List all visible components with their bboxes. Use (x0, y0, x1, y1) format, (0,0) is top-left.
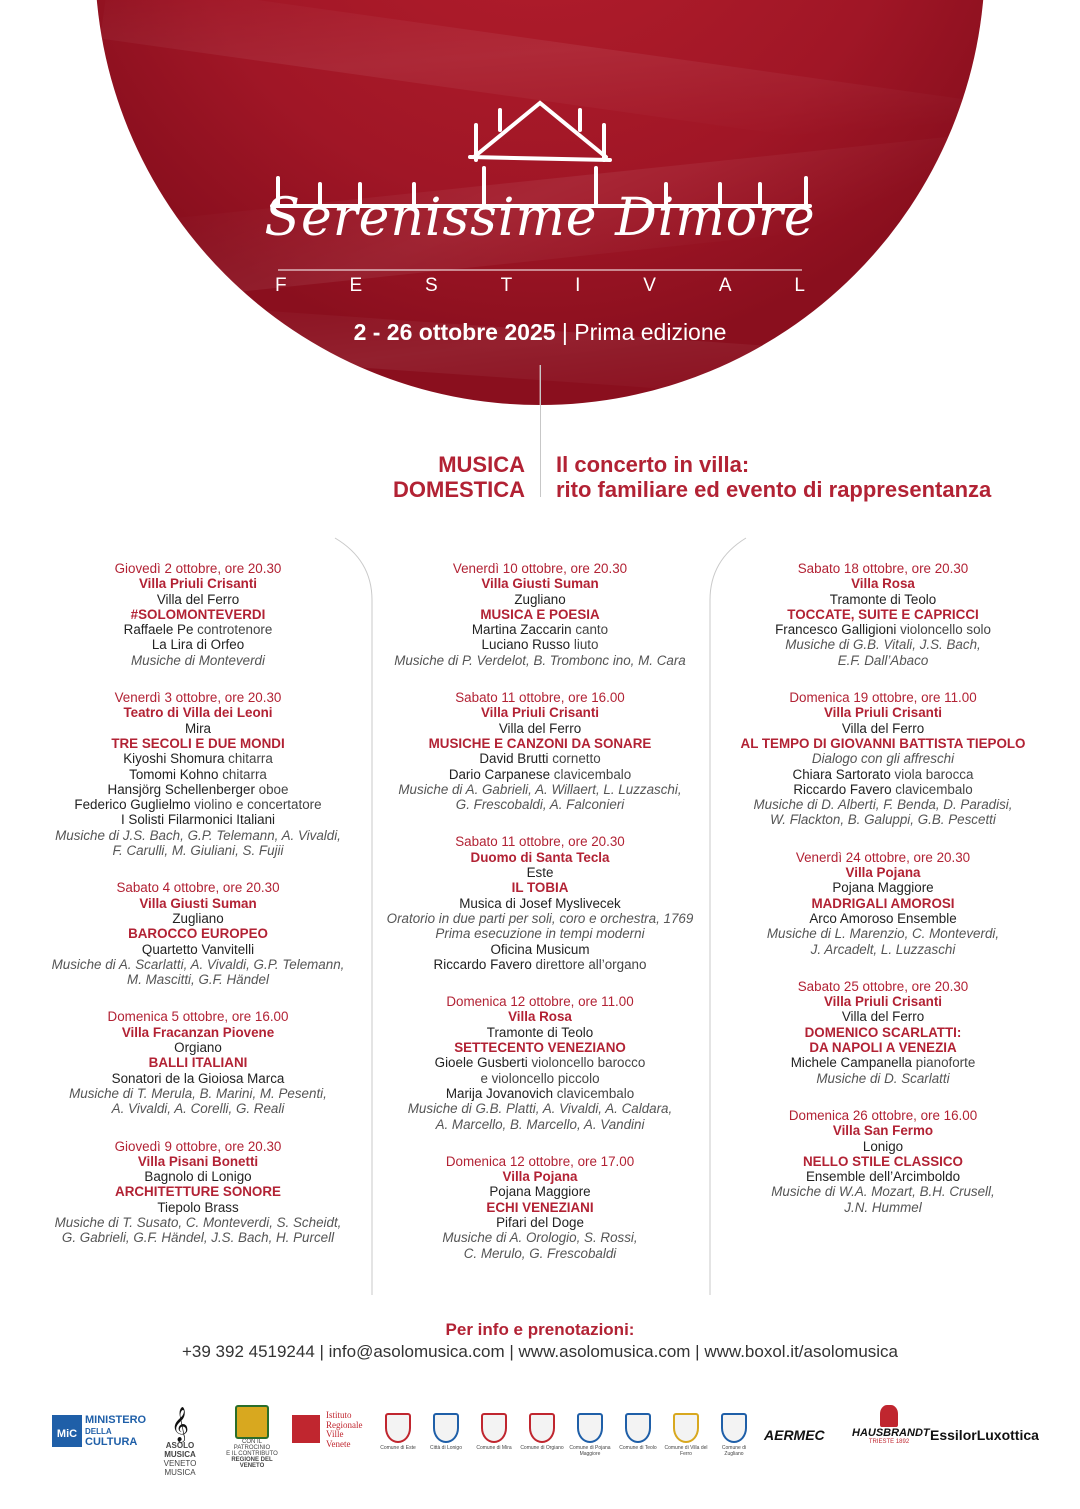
concert-place: Bagnolo di Lonigo (144, 1169, 252, 1185)
concert-program: Musiche di L. Marenzio, C. Monteverdi, (766, 926, 1000, 942)
concert-date: Sabato 11 ottobre, ore 16.00 (455, 690, 625, 706)
comune-crest (424, 1413, 468, 1451)
comune-crest (472, 1413, 516, 1451)
ministero-cultura-logo (52, 1414, 147, 1452)
concert-venue: Villa Priuli Crisanti (823, 994, 943, 1010)
concert-program: Musiche di D. Alberti, F. Benda, D. Paradisi, (753, 797, 1013, 813)
performer-name: Tomomi Kohno (129, 766, 219, 782)
comune-label: Comune di Zugliano (721, 1445, 747, 1457)
irvv-icon (292, 1415, 320, 1443)
concert-date: Sabato 25 ottobre, ore 20.30 (797, 978, 969, 994)
performer-name: Sonatori de la Gioiosa Marca (111, 1070, 285, 1086)
comune-label: Comune di Orgiano (520, 1445, 564, 1451)
hausbrandt-sub: TRIESTE 1892 (868, 1439, 910, 1445)
performer-name: Dario Carpanese (448, 766, 551, 782)
crest-icon (673, 1413, 699, 1443)
concert-program: W. Flackton, B. Galuppi, G.B. Pescetti (770, 812, 996, 828)
concert-date: Domenica 12 ottobre, ore 17.00 (445, 1153, 635, 1169)
concert-title: IL TOBIA (511, 880, 569, 896)
mic-text: MiC (56, 1428, 78, 1440)
performer-name: La Lira di Orfeo (151, 637, 245, 653)
crest-icon (577, 1413, 603, 1443)
concert-program: C. Merulo, G. Frescobaldi (463, 1245, 617, 1261)
concert-title: ECHI VENEZIANI (486, 1199, 594, 1215)
concert-event (703, 850, 1063, 957)
concert-date: Giovedì 9 ottobre, ore 20.30 (114, 1138, 282, 1154)
concert-venue: Villa Priuli Crisanti (823, 705, 943, 721)
concert-title: AL TEMPO DI GIOVANNI BATTISTA TIEPOLO (740, 735, 1026, 751)
performer-line (18, 942, 378, 957)
performer-name: Michele Campanella (790, 1055, 913, 1071)
festival-letter: I (575, 275, 581, 296)
concert-venue: Villa Pojana (845, 865, 921, 881)
program-column-1 (18, 561, 378, 1268)
performer-role: violoncello barocco (531, 1055, 646, 1071)
performer-name: Kiyoshi Shomura (123, 751, 225, 767)
performer-name: Francesco Galligioni (775, 622, 897, 638)
performer-line (18, 812, 378, 827)
performer-line (18, 1200, 378, 1215)
festival-letter: L (794, 275, 805, 296)
concert-venue: Villa Fracanzan Piovene (121, 1024, 275, 1040)
hausbrandt-logo (852, 1405, 930, 1445)
crest-icon (481, 1413, 507, 1443)
concert-place: Lonigo (862, 1138, 904, 1154)
concert-place: Villa del Ferro (841, 720, 925, 736)
performer-name: Arco Amoroso Ensemble (809, 910, 957, 926)
concert-place: Este (526, 865, 554, 881)
concert-program: Musiche di P. Verdelot, B. Trombonc ino, M. Cara (394, 652, 686, 668)
mic-icon (52, 1415, 82, 1447)
performer-name: Quartetto Vanvitelli (141, 941, 255, 957)
contact-line: +39 392 4519244 | info@asolomusica.com | www.asolomusica.com | www.boxol.it/asolomusica (181, 1342, 899, 1361)
performer-line (360, 1055, 720, 1070)
concert-place: Villa del Ferro (841, 1009, 925, 1025)
concert-title: NELLO STILE CLASSICO (803, 1153, 963, 1169)
concert-title: MUSICHE E CANZONI DA SONARE (428, 735, 652, 751)
comune-label: Comune di Este (380, 1445, 416, 1451)
concert-place: Pojana Maggiore (832, 880, 934, 896)
performer-line (360, 637, 720, 652)
comune-crest (376, 1413, 420, 1451)
dates-separator: | (561, 319, 568, 345)
concert-event (18, 690, 378, 858)
irvv-line: Ville (326, 1429, 344, 1439)
asolo-a-icon: 𝄞 (171, 1407, 189, 1442)
concert-date: Sabato 4 ottobre, ore 20.30 (116, 880, 280, 896)
hausbrandt-icon (880, 1405, 898, 1427)
comune-crest (616, 1413, 660, 1451)
concert-title: DOMENICO SCARLATTI: (804, 1024, 962, 1040)
concert-date: Venerdì 3 ottobre, ore 20.30 (114, 690, 282, 706)
comune-label: Comune di Mira (476, 1445, 512, 1451)
festival-letter: F (275, 275, 287, 296)
concert-place: Pojana Maggiore (489, 1184, 591, 1200)
concert-title: SETTECENTO VENEZIANO (454, 1040, 626, 1056)
performer-name: Musica di Josef Myslivecek (459, 895, 621, 911)
concert-event (360, 561, 720, 668)
concert-event (703, 979, 1063, 1086)
concert-title: MUSICA E POESIA (480, 606, 600, 622)
concert-event (18, 1009, 378, 1116)
performer-role: violino e concertatore (194, 797, 322, 813)
comune-label: Comune di Teolo (619, 1445, 657, 1451)
performer-role: cornetto (552, 751, 601, 767)
performer-line (703, 767, 1063, 782)
festival-letter: A (718, 275, 732, 296)
concert-place: Villa del Ferro (156, 591, 240, 607)
performer-line (360, 957, 720, 972)
performer-line (360, 896, 720, 911)
performer-line (18, 622, 378, 637)
essilorluxottica-logo: EssilorLuxottica (930, 1427, 1039, 1443)
concert-event (360, 1154, 720, 1261)
concert-program: Musiche di T. Merula, B. Marini, M. Pesenti, (69, 1085, 327, 1101)
concert-title: ARCHITETTURE SONORE (115, 1184, 281, 1200)
concert-place: Tramonte di Teolo (829, 591, 937, 607)
performer-role: chitarra (222, 766, 267, 782)
theme-label-line: DOMESTICA (393, 477, 525, 502)
comune-crest (712, 1413, 756, 1457)
concert-date: Sabato 11 ottobre, ore 20.30 (455, 834, 625, 850)
comune-crest (568, 1413, 612, 1457)
concert-program: Prima esecuzione in tempi moderni (435, 926, 645, 942)
comune-label: Città di Lonigo (430, 1445, 462, 1451)
performer-line (18, 767, 378, 782)
festival-word (275, 275, 805, 297)
performer-line (360, 942, 720, 957)
performer-line (703, 622, 1063, 637)
concert-event (360, 834, 720, 972)
concert-title: TOCCATE, SUITE E CAPRICCI (787, 606, 979, 622)
concert-place: Zugliano (172, 910, 224, 926)
veneto-line: REGIONE DEL VENETO (231, 1457, 273, 1469)
concert-program: Oratorio in due parti per soli, coro e orchestra, 1769 (386, 910, 694, 926)
festival-dates (0, 319, 1080, 346)
edition-label: Prima edizione (574, 319, 727, 345)
performer-line (360, 622, 720, 637)
performer-name: Tiepolo Brass (157, 1199, 239, 1215)
performer-name: Riccardo Favero (793, 781, 892, 797)
concert-venue: Villa Rosa (851, 576, 915, 592)
performer-line (18, 782, 378, 797)
performer-name: Pifari del Doge (496, 1214, 584, 1230)
performer-name: Martina Zaccarin (471, 622, 572, 638)
concert-program: Musiche di D. Scarlatti (816, 1070, 950, 1086)
concert-program: G. Frescobaldi, A. Falconieri (455, 797, 625, 813)
concert-event (703, 1108, 1063, 1215)
concert-date: Domenica 26 ottobre, ore 16.00 (788, 1107, 978, 1123)
concert-event (360, 690, 720, 812)
sponsor-logos (40, 1405, 1050, 1475)
performer-name: Oficina Musicum (490, 941, 590, 957)
concert-program: Musiche di G.B. Vitali, J.S. Bach, (785, 637, 981, 653)
concert-program: Musiche di Monteverdi (131, 652, 265, 668)
concert-event (703, 561, 1063, 668)
concert-event (360, 994, 720, 1132)
performer-role: direttore all’organo (535, 956, 647, 972)
concert-venue: Villa Pojana (502, 1169, 578, 1185)
concert-date: Domenica 19 ottobre, ore 11.00 (789, 690, 977, 706)
concert-date: Venerdì 24 ottobre, ore 20.30 (795, 849, 971, 865)
concert-venue: Villa San Fermo (832, 1123, 934, 1139)
performer-line (703, 1169, 1063, 1184)
concert-venue: Duomo di Santa Tecla (470, 849, 610, 865)
performer-role: violoncello solo (900, 622, 991, 638)
concert-place: Tramonte di Teolo (486, 1024, 594, 1040)
festival-letter: V (643, 275, 656, 296)
concert-venue: Villa Giusti Suman (481, 576, 599, 592)
asolo-line: VENETO MUSICA (163, 1459, 197, 1477)
concert-place: Zugliano (514, 591, 566, 607)
performer-name: Raffaele Pe (123, 622, 194, 638)
concert-date: Sabato 18 ottobre, ore 20.30 (797, 561, 969, 576)
crest-icon (625, 1413, 651, 1443)
performer-role: controtenore (197, 622, 273, 638)
veneto-line: CON IL PATROCINIO (233, 1439, 271, 1451)
performer-role: viola barocca (894, 766, 974, 782)
comune-label: Comune di Pojana Maggiore (569, 1445, 611, 1457)
concert-venue: Villa Rosa (508, 1009, 572, 1025)
performer-role: canto (575, 622, 609, 638)
festival-logo-script: Serenissime Dimore (264, 188, 816, 248)
concert-program: A. Marcello, B. Marcello, A. Vandini (435, 1116, 645, 1132)
ministero-line: DELLA (85, 1427, 112, 1436)
concert-venue: Villa Giusti Suman (139, 895, 257, 911)
hausbrandt-text: HAUSBRANDT (852, 1427, 930, 1439)
performer-name: Federico Guglielmo (74, 797, 191, 813)
concert-event (18, 880, 378, 987)
crest-icon (385, 1413, 411, 1443)
comune-crest (520, 1413, 564, 1451)
performer-line (360, 751, 720, 766)
concert-event (18, 1139, 378, 1246)
concert-program: Musiche di T. Susato, C. Monteverdi, S. Scheidt, (54, 1214, 342, 1230)
concert-title: BAROCCO EUROPEO (128, 926, 268, 942)
concert-program: Musiche di J.S. Bach, G.P. Telemann, A. Vivaldi, (55, 827, 341, 843)
concert-program: Musiche di A. Orologio, S. Rossi, (442, 1230, 638, 1246)
concert-program: Musiche di W.A. Mozart, B.H. Crusell, (771, 1184, 995, 1200)
performer-name: Luciano Russo (481, 637, 571, 653)
concert-program: A. Vivaldi, A. Corelli, G. Reali (111, 1101, 285, 1117)
concert-venue: Villa Pisani Bonetti (137, 1153, 259, 1169)
performer-line (18, 1071, 378, 1086)
crest-icon (529, 1413, 555, 1443)
concert-program: Musiche di G.B. Platti, A. Vivaldi, A. Caldara, (407, 1101, 673, 1117)
theme-subtitle (556, 452, 991, 502)
concert-program: G. Gabrieli, G.F. Händel, J.S. Bach, H. Purcell (61, 1230, 335, 1246)
performer-name: Chiara Sartorato (792, 766, 891, 782)
concert-title: BALLI ITALIANI (148, 1055, 248, 1071)
crest-icon (721, 1413, 747, 1443)
program-column-2 (360, 561, 720, 1283)
performer-name: I Solisti Filarmonici Italiani (120, 812, 276, 828)
concert-venue: Teatro di Villa dei Leoni (123, 705, 273, 721)
ministero-line: CULTURA (85, 1436, 138, 1448)
concert-venue: Villa Priuli Crisanti (138, 576, 258, 592)
performer-line (18, 637, 378, 652)
concert-venue: Villa Priuli Crisanti (480, 705, 600, 721)
comune-crest (664, 1413, 708, 1457)
performer-role: oboe (258, 781, 289, 797)
performer-line (360, 1215, 720, 1230)
performer-role: e violoncello piccolo (480, 1070, 600, 1086)
concert-program: J.N. Hummel (844, 1199, 922, 1215)
concert-date: Venerdì 10 ottobre, ore 20.30 (452, 561, 628, 576)
performer-line (703, 911, 1063, 926)
comune-label: Comune di Villa del Ferro (664, 1445, 708, 1457)
concert-program: J. Arcadelt, L. Luzzaschi (810, 941, 956, 957)
concert-event (18, 561, 378, 668)
concert-title: DA NAPOLI A VENEZIA (809, 1040, 957, 1056)
concert-date: Giovedì 2 ottobre, ore 20.30 (114, 561, 282, 576)
concert-place: Mira (184, 720, 212, 736)
veneto-line: E IL CONTRIBUTO (226, 1451, 278, 1457)
concert-title: MADRIGALI AMOROSI (811, 895, 955, 911)
regione-veneto-logo (224, 1405, 280, 1469)
concert-date: Domenica 5 ottobre, ore 16.00 (107, 1009, 289, 1025)
program-column-3 (703, 561, 1063, 1237)
performer-line (18, 797, 378, 812)
irvv-line: Istituto (326, 1410, 352, 1420)
performer-line (703, 1055, 1063, 1070)
asolo-line: ASOLO MUSICA (164, 1441, 196, 1459)
concert-program: M. Mascitti, G.F. Händel (127, 972, 269, 988)
festival-letter: T (500, 275, 513, 296)
concert-title: TRE SECOLI E DUE MONDI (111, 735, 285, 751)
performer-line (703, 782, 1063, 797)
concert-program: E.F. Dall’Abaco (837, 652, 929, 668)
concert-program: F. Carulli, M. Giuliani, S. Fujii (112, 843, 284, 859)
irvv-line: Venete (326, 1438, 351, 1449)
theme-subtitle-line: Il concerto in villa: (556, 452, 750, 477)
concert-event (703, 690, 1063, 828)
festival-letter: S (425, 275, 438, 296)
irvv-line: Regionale (326, 1419, 363, 1430)
performer-role: pianoforte (915, 1055, 976, 1071)
concert-program: Musiche di A. Gabrieli, A. Willaert, L. Luzzaschi, (398, 781, 682, 797)
concert-note: Dialogo con gli affreschi (811, 751, 955, 767)
performer-line (360, 1086, 720, 1101)
performer-role: clavicembalo (895, 781, 973, 797)
crest-icon (433, 1413, 459, 1443)
performer-name: David Brutti (479, 751, 549, 767)
contact-heading: Per info e prenotazioni: (445, 1320, 635, 1339)
concert-place: Villa del Ferro (498, 720, 582, 736)
performer-role: clavicembalo (553, 766, 632, 782)
theme-divider (540, 365, 541, 497)
concert-program: Musiche di A. Scarlatti, A. Vivaldi, G.P. Telemann, (51, 956, 345, 972)
performer-line (18, 751, 378, 766)
asolo-musica-logo (152, 1409, 208, 1477)
performer-name: Hansjörg Schellenberger (107, 781, 255, 797)
theme-label-line: MUSICA (438, 452, 525, 477)
performer-role: liuto (573, 637, 599, 653)
festival-letter: E (349, 275, 363, 296)
ministero-line: MINISTERO (85, 1414, 147, 1426)
aermec-logo: AERMEC (764, 1427, 825, 1443)
performer-role: chitarra (228, 751, 273, 767)
concert-place: Orgiano (174, 1040, 222, 1056)
performer-name: Ensemble dell’Arcimboldo (805, 1169, 961, 1185)
concert-date: Domenica 12 ottobre, ore 11.00 (446, 994, 634, 1010)
performer-name: Riccardo Favero (433, 956, 532, 972)
performer-name: Marija Jovanovich (445, 1085, 554, 1101)
performer-role: clavicembalo (556, 1085, 635, 1101)
concert-title: #SOLOMONTEVERDI (130, 606, 266, 622)
theme-label (330, 452, 525, 502)
performer-line (360, 1071, 720, 1086)
theme-subtitle-line: rito familiare ed evento di rappresentanza (556, 477, 992, 502)
veneto-lion-icon (235, 1405, 269, 1439)
performer-line (360, 767, 720, 782)
date-range: 2 - 26 ottobre 2025 (353, 319, 556, 345)
performer-name: Gioele Gusberti (434, 1055, 528, 1071)
